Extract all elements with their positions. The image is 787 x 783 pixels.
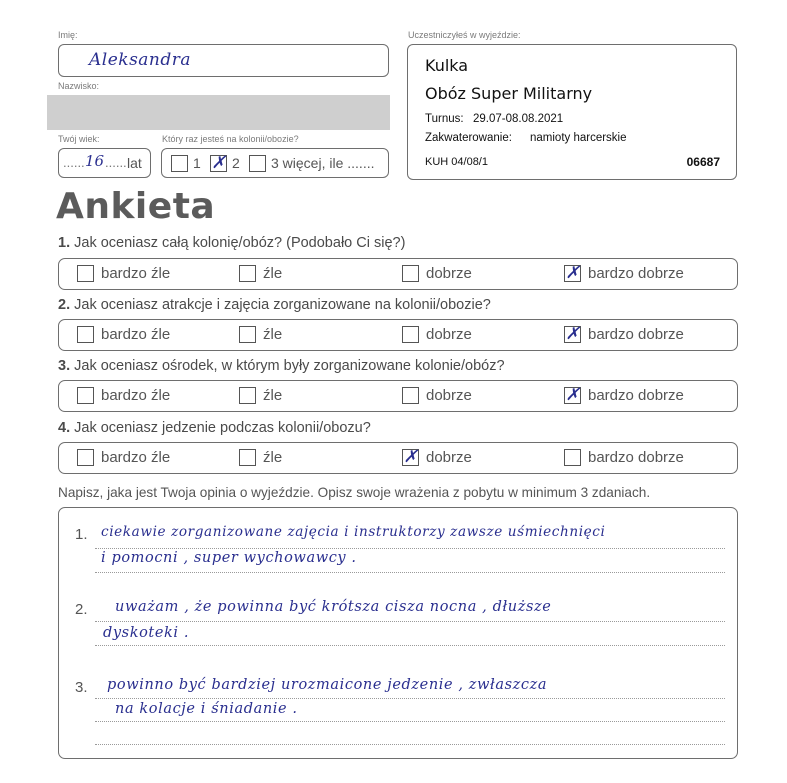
q4-checkbox-bardzo-zle[interactable] (77, 449, 94, 466)
page-title: Ankieta (56, 186, 216, 227)
camp-name: Obóz Super Militarny (425, 84, 593, 103)
accommodation-label: Zakwaterowanie: (425, 132, 512, 144)
opinion-handwriting-line: na kolacje i śniadanie . (115, 701, 298, 717)
q3-checkbox-zle[interactable] (239, 387, 256, 404)
answer-row-2 (58, 319, 738, 351)
q2-option-label: bardzo dobrze (588, 326, 684, 343)
participant-name: Kulka (425, 56, 469, 75)
writing-line (95, 548, 725, 549)
q1-option-label: źle (263, 265, 283, 282)
writing-line (95, 698, 725, 699)
age-field[interactable] (58, 148, 151, 178)
question-4 (58, 420, 371, 436)
opinion-handwriting-line: powinno być bardziej urozmaicone jedzenie , zwłaszcza (107, 677, 548, 693)
question-2 (58, 297, 491, 313)
answer-row-3 (58, 380, 738, 412)
surname-label: Nazwisko: (58, 81, 100, 91)
q2-option-label: dobrze (426, 326, 472, 343)
q2-option-label: źle (263, 326, 283, 343)
question-number: 2. (58, 297, 71, 313)
turnus-value: 29.07-08.08.2021 (473, 113, 564, 125)
name-field[interactable] (58, 44, 389, 77)
q2-checkbox-bardzo-zle[interactable] (77, 326, 94, 343)
camp-count-option-3: 3 więcej, ile ....... (271, 155, 375, 171)
opinion-entry-number: 2. (75, 601, 88, 618)
camp-count-field (161, 148, 389, 178)
q4-option-label: bardzo dobrze (588, 449, 684, 466)
q3-option-label: źle (263, 387, 283, 404)
q3-checkbox-dobrze[interactable] (402, 387, 419, 404)
camp-count-label: Który raz jesteś na kolonii/obozie? (162, 134, 299, 144)
check-mark-icon: ✗ (211, 153, 226, 173)
opinion-handwriting-line: uważam , że powinna być krótsza cisza nocna , dłuższe (115, 599, 552, 615)
participant-code: KUH 04/08/1 (425, 156, 488, 168)
question-text: Jak oceniasz całą kolonię/obóz? (Podobało Ci się?) (74, 235, 406, 251)
participant-label: Uczestniczyłeś w wyjeździe: (408, 30, 521, 40)
q1-checkbox-bardzo-zle[interactable] (77, 265, 94, 282)
opinion-field[interactable] (58, 507, 738, 759)
opinion-handwriting-line: dyskoteki . (103, 625, 190, 641)
q3-checkbox-bardzo-dobrze[interactable] (564, 387, 581, 404)
q3-checkbox-bardzo-zle[interactable] (77, 387, 94, 404)
age-dots-left: ...... (63, 155, 85, 170)
check-mark-icon: ✗ (565, 324, 580, 344)
q2-checkbox-bardzo-dobrze[interactable] (564, 326, 581, 343)
check-mark-icon: ✗ (565, 263, 580, 283)
accommodation-value: namioty harcerskie (530, 132, 627, 144)
q1-option-label: bardzo źle (101, 265, 171, 282)
q1-checkbox-zle[interactable] (239, 265, 256, 282)
question-number: 1. (58, 235, 71, 251)
question-text: Jak oceniasz ośrodek, w którym były zorganizowane kolonie/obóz? (74, 358, 505, 374)
writing-line (95, 721, 725, 722)
camp-count-option-1: 1 (193, 155, 201, 171)
name-label: Imię: (58, 30, 78, 40)
writing-line (95, 572, 725, 573)
question-text: Jak oceniasz jedzenie podczas kolonii/obozu? (74, 420, 371, 436)
check-mark-icon: ✗ (565, 385, 580, 405)
check-mark-icon: ✗ (403, 447, 418, 467)
q4-option-label: źle (263, 449, 283, 466)
q2-checkbox-dobrze[interactable] (402, 326, 419, 343)
participant-number: 06687 (686, 155, 720, 169)
writing-line (95, 621, 725, 622)
age-value: 16 (85, 152, 105, 170)
opinion-handwriting-line: i pomocni , super wychowawcy . (101, 550, 357, 566)
age-unit: lat (127, 155, 142, 171)
answer-row-4 (58, 442, 738, 474)
q4-checkbox-dobrze[interactable] (402, 449, 419, 466)
question-text: Jak oceniasz atrakcje i zajęcia zorganizowane na kolonii/obozie? (74, 297, 491, 313)
q1-checkbox-dobrze[interactable] (402, 265, 419, 282)
q3-option-label: bardzo źle (101, 387, 171, 404)
opinion-entry-number: 1. (75, 526, 88, 543)
q4-checkbox-zle[interactable] (239, 449, 256, 466)
camp-count-checkbox-3[interactable] (249, 155, 266, 172)
q3-option-label: dobrze (426, 387, 472, 404)
q2-option-label: bardzo źle (101, 326, 171, 343)
writing-line (95, 744, 725, 745)
q1-option-label: bardzo dobrze (588, 265, 684, 282)
camp-count-checkbox-1[interactable] (171, 155, 188, 172)
question-1 (58, 235, 405, 251)
camp-count-option-2: 2 (232, 155, 240, 171)
opinion-prompt: Napisz, jaka jest Twoja opinia o wyjeździe. Opisz swoje wrażenia z pobytu w minimum 3 zdaniach. (58, 485, 651, 500)
q1-checkbox-bardzo-dobrze[interactable] (564, 265, 581, 282)
opinion-handwriting-line: ciekawie zorganizowane zajęcia i instruktorzy zawsze uśmiechnięci (101, 524, 606, 540)
participant-box (407, 44, 737, 180)
q1-option-label: dobrze (426, 265, 472, 282)
question-3 (58, 358, 505, 374)
q3-option-label: bardzo dobrze (588, 387, 684, 404)
q4-option-label: bardzo źle (101, 449, 171, 466)
age-label: Twój wiek: (58, 134, 100, 144)
writing-line (95, 645, 725, 646)
age-dots-right: ...... (105, 155, 127, 170)
surname-redacted (47, 95, 390, 130)
camp-count-checkbox-2[interactable] (210, 155, 227, 172)
opinion-entry-number: 3. (75, 679, 88, 696)
q4-checkbox-bardzo-dobrze[interactable] (564, 449, 581, 466)
answer-row-1 (58, 258, 738, 290)
name-value: Aleksandra (89, 50, 192, 70)
q2-checkbox-zle[interactable] (239, 326, 256, 343)
question-number: 4. (58, 420, 71, 436)
question-number: 3. (58, 358, 71, 374)
turnus-label: Turnus: (425, 113, 464, 125)
q4-option-label: dobrze (426, 449, 472, 466)
